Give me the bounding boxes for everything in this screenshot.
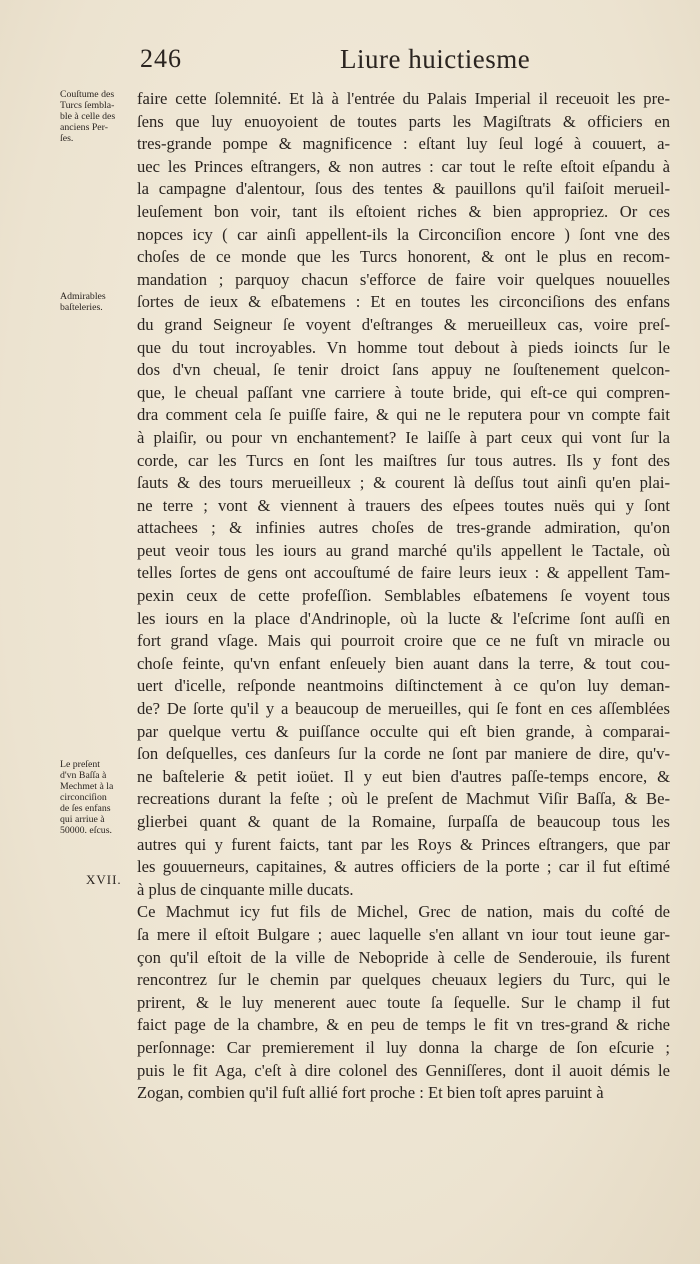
page-header bbox=[140, 44, 680, 84]
chapter-number: XVII. bbox=[86, 872, 122, 887]
text-line: de? De ſorte qu'il y a beaucoup de merueilles, qui ſe font en ces aſſemblées bbox=[137, 699, 670, 719]
text-line: par quelque vertu & puiſſance occulte qui eſt bien grande, à comparai- bbox=[137, 721, 670, 741]
text-line: ſens que luy enuoyoient de toutes parts les Magiſtrats & officiers en bbox=[137, 111, 670, 131]
text-line: autres qui y furent faicts, tant par les Roys & Princes eſtrangers, que par bbox=[137, 834, 670, 854]
text-line: les iours en la place d'Andrinople, où la lucte & l'eſcrime ſont auſſi en bbox=[137, 608, 670, 628]
margin-note-line: de ſes enfans bbox=[60, 803, 111, 814]
margin-note-line: 50000. eſcus. bbox=[60, 825, 112, 836]
margin-note-line: baſteleries. bbox=[60, 302, 103, 313]
margin-note-line: anciens Per- bbox=[60, 122, 108, 133]
text-line: à plaiſir, ou pour vn enchantement? Ie laiſſe à part ceux qui vont ſur la bbox=[137, 427, 670, 447]
text-line: ſa mere il eſtoit Bulgare ; auec laquelle s'en allant vn iour tout ieune gar- bbox=[137, 924, 670, 944]
text-line: faict page de la chambre, & en peu de temps le fit vn tres-grand & riche bbox=[137, 1015, 670, 1035]
running-head: Liure huictiesme bbox=[340, 44, 531, 74]
text-line: glierbei quant & quant de la Romaine, ſurpaſſa de beaucoup tous les bbox=[137, 812, 670, 831]
margin-note-coustume bbox=[60, 89, 138, 144]
margin-note-present bbox=[60, 759, 138, 836]
text-line: choſe feinte, qu'vn enfant enſeuely bien auant dans la terre, & tout cou- bbox=[137, 653, 670, 673]
text-line: telles ſortes de gens ont accouſtumé de faire leurs ieux : & appellent Tam- bbox=[137, 563, 670, 583]
text-line: choſes de ce monde que les Turcs honorent, & ont le plus en recom- bbox=[137, 247, 670, 267]
text-line: pexin ceux de cette profeſſion. Semblables eſbatemens ſe voyent tous bbox=[137, 586, 670, 606]
text-line: ne baſtelerie & petit ioüet. Il y eut bien d'autres paſſe-temps encore, & bbox=[137, 766, 670, 786]
text-line: perſonnage: Car premierement il luy donna la charge de ſon eſcurie ; bbox=[137, 1037, 670, 1057]
margin-note-line: Couſtume des bbox=[60, 89, 115, 100]
text-line: faire cette ſolemnité. Et là à l'entrée du Palais Imperial il receuoit les pre- bbox=[137, 89, 670, 108]
text-line: ſortes de ieux & eſbatemens : Et en toutes les circonciſions des enfans bbox=[137, 292, 670, 312]
text-line: tres-grande pompe & magnificence : eſtant luy ſeul logé à couuert, a- bbox=[137, 134, 670, 154]
margin-note-line: ble à celle des bbox=[60, 111, 116, 122]
margin-note-line: Mechmet à la bbox=[60, 781, 114, 792]
margin-note-line: circonciſion bbox=[60, 792, 107, 803]
text-line: dos d'vn cheual, ſe tenir droict ſans appuy ne ſouſtenement quelcon- bbox=[137, 360, 670, 380]
margin-note-line: Le preſent bbox=[60, 759, 100, 770]
text-line: attachees ; & infinies autres choſes de tres-grande admiration, qu'on bbox=[137, 518, 670, 538]
text-line: puis le fit Aga, c'eſt à dire colonel des Genniſſeres, dont il auoit démis le bbox=[137, 1060, 670, 1080]
text-line: Zogan, combien qu'il fuſt allié fort proche : Et bien toſt apres paruint à bbox=[137, 1083, 604, 1103]
text-line: la campagne d'alentour, ſous des tentes & pauillons qu'il faiſoit merueil- bbox=[137, 179, 670, 199]
text-line: leuſement bon voir, tant ils eſtoient riches & bien appropriez. Or ces bbox=[137, 201, 670, 221]
text-line: recreations durant la feſte ; où le preſent de Machmut Viſir Baſſa, & Be- bbox=[137, 789, 670, 809]
text-line: rencontrez ſur le chemin par quelques cheuaux legiers du Turc, qui le bbox=[137, 970, 670, 990]
text-line: mandation ; parquoy chacun s'efforce de faire voir quelques nouuelles bbox=[137, 269, 670, 289]
margin-note-line: qui arriue à bbox=[60, 814, 105, 825]
text-line: çon qu'il eſtoit de la ville de Nebopride à celle de Senderouie, ils furent bbox=[137, 947, 670, 967]
text-line: à plus de cinquante mille ducats. bbox=[137, 879, 354, 899]
text-line: dra comment cela ſe puiſſe faire, & qui ne le reputera pour vn compte fait bbox=[137, 405, 670, 425]
text-line: uert d'icelle, reſponde neantmoins diſtinctement à ce qu'on luy deman- bbox=[137, 676, 670, 696]
page-number: 246 bbox=[140, 44, 182, 73]
margin-note-line: d'vn Baſſa à bbox=[60, 770, 107, 781]
text-line: fort grand vſage. Mais qui pourroit croire que ce ne fuſt vn miracle ou bbox=[137, 631, 670, 651]
text-line: du grand Seigneur ſe voyent d'eſtranges & merueilleux cas, voire preſ- bbox=[137, 314, 670, 334]
text-line: uec les Princes eſtrangers, & non autres : car tout le reſte eſtoit eſpandu à bbox=[137, 156, 670, 176]
text-line: nopces icy ( car ainſi appellent-ils la Circonciſion encore ) ſont vne des bbox=[137, 224, 670, 244]
text-line: peut veoir tous les iours au grand marché qu'ils appellent le Tactale, où bbox=[137, 540, 670, 560]
text-line: ſon deſquelles, ces danſeurs ſur la corde ne ſont par maniere de dire, qu'v- bbox=[137, 744, 670, 764]
margin-note-line: Admirables bbox=[60, 291, 106, 302]
text-line: les gouuerneurs, capitaines, & autres officiers de la porte ; car il fut eſtimé bbox=[137, 857, 670, 877]
text-line: Ce Machmut icy fut fils de Michel, Grec de nation, mais du coſté de bbox=[137, 902, 670, 922]
text-line: que du tout incroyables. Vn homme tout debout à pieds ioincts ſur le bbox=[137, 337, 670, 357]
text-line: ſauts & des tours merueilleux ; & courent là deſſus tout ainſi qu'en plai- bbox=[137, 473, 670, 493]
margin-note-line: Turcs ſembla- bbox=[60, 100, 115, 111]
text-line: que, le cheual paſſant vne carriere à toute bride, qui eſt-ce qui compren- bbox=[137, 382, 670, 402]
text-line: prirent, & le luy menerent auec toute ſa ſequelle. Sur le champ il fut bbox=[137, 992, 670, 1012]
margin-note-line: ſes. bbox=[60, 133, 74, 144]
text-line: ne terre ; vont & viennent à trauers des eſpees toutes nuës qui y ſont bbox=[137, 495, 670, 515]
text-line: corde, car les Turcs en ſont les maiſtres ſur tous autres. Ils y font des bbox=[137, 450, 670, 470]
body-text bbox=[137, 88, 670, 1105]
margin-note-admirables bbox=[60, 291, 138, 313]
